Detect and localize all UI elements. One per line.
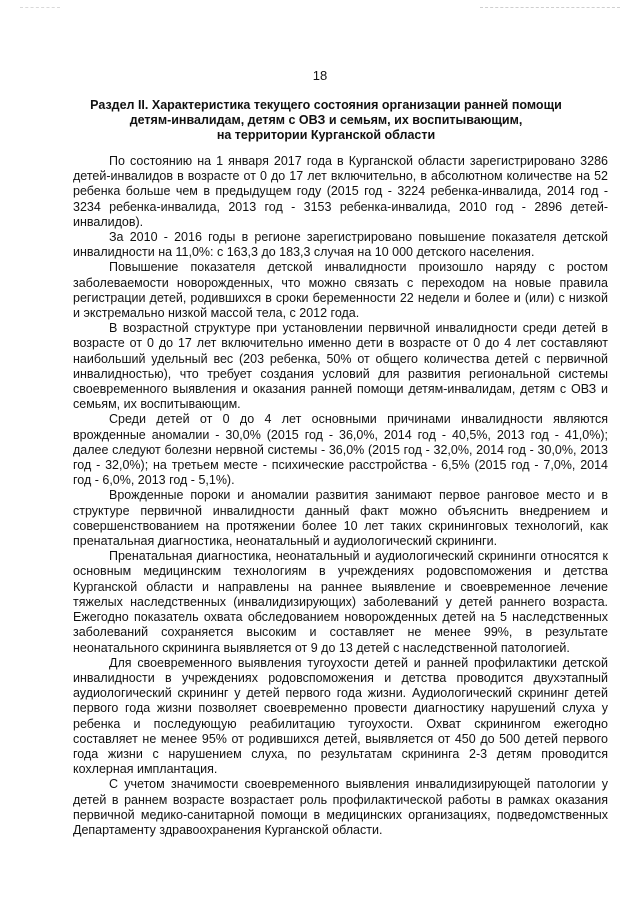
paragraph: По состоянию на 1 января 2017 года в Курганской области зарегистрировано 3286 детей-инвалидов в возрасте от 0 до 17 лет включительно, в абсолютном количестве на 52 ребенка больше чем в предыдущем году (2015 год - 3224 ребенка-инвалида, 2014 год - 3234 ребенка-инвалида, 2013 год - 3153 ребенка-инвалида, 2010 год - 2896 детей-инвалидов). xyxy=(73,154,608,229)
scan-artifact-line xyxy=(480,7,620,8)
body-text xyxy=(73,154,608,838)
paragraph: Врожденные пороки и аномалии развития занимают первое ранговое место и в структуре первичной инвалидности данный факт можно объяснить внедрением и совершенствованием на протяжении более 10 лет таких скрининговых технологий, как пренатальная диагностика, неонатальный и аудиологический скрининги. xyxy=(73,488,608,549)
page-number: 18 xyxy=(312,68,328,83)
paragraph: В возрастной структуре при установлении первичной инвалидности среди детей в возрасте от 0 до 17 лет включительно именно дети в возрасте от 0 до 4 лет составляют наибольший удельный вес (203 ребенка, 50% от общего количества детей с первичной инвалидностью), что требует создания условий для развития региональной системы своевременного выявления и оказания ранней помощи детям-инвалидам, детям с ОВЗ и семьям, их воспитывающим. xyxy=(73,321,608,412)
paragraph: За 2010 - 2016 годы в регионе зарегистрировано повышение показателя детской инвалидности на 11,0%: с 163,3 до 183,3 случая на 10 000 детского населения. xyxy=(73,230,608,260)
paragraph: С учетом значимости своевременного выявления инвалидизирующей патологии у детей в раннем возрасте возрастает роль профилактической работы в рамках оказания первичной медико-санитарной помощи в медицинских организациях, подведомственных Департаменту здравоохранения Курганской области. xyxy=(73,777,608,837)
section-heading-line: Раздел II. Характеристика текущего состояния организации ранней помощи xyxy=(90,98,562,112)
section-heading-line: детям-инвалидам, детям с ОВЗ и семьям, их воспитывающим, xyxy=(129,113,523,127)
section-heading xyxy=(76,98,576,143)
section-heading-line: на территории Курганской области xyxy=(216,128,436,142)
paragraph: Для своевременного выявления тугоухости детей и ранней профилактики детской инвалидности в учреждениях родовспоможения и детства проводится двухэтапный аудиологический скрининг у детей первого года жизни. Аудиологический скрининг детей первого года жизни позволяет своевременно провести диагностику нарушений слуха у ребенка и последующую реабилитацию тугоухости. Охват скринингом ежегодно составляет не менее 95% от родившихся детей, выявляется от 450 до 500 детей первого года жизни с нарушением слуха, по результатам скрининга 2-3 детям проводится кохлерная имплантация. xyxy=(73,655,608,777)
scan-artifact-line xyxy=(20,7,60,8)
paragraph: Пренатальная диагностика, неонатальный и аудиологический скрининги относятся к основным медицинским технологиям в учреждениях родовспоможения и детства Курганской области и направлены на раннее выявление и своевременное лечение тяжелых наследственных (инвалидизирующих) заболеваний у детей раннего возраста. Ежегодно показатель охвата обследованием новорожденных детей на 5 наследственных заболеваний сохраняется высоким и составляет не менее 99%, в результате неонатального скрининга выявляется от 9 до 13 детей с наследственной патологией. xyxy=(73,549,608,655)
paragraph: Среди детей от 0 до 4 лет основными причинами инвалидности являются врожденные аномалии - 30,0% (2015 год - 36,0%, 2014 год - 40,5%, 2013 год - 41,0%); далее следуют болезни нервной системы - 36,0% (2015 год - 32,0%, 2014 год - 30,0%, 2013 год - 32,0%); на третьем месте - психические расстройства - 6,5% (2015 год - 7,0%, 2014 год - 6,0%, 2013 год - 5,1%). xyxy=(73,412,608,488)
paragraph: Повышение показателя детской инвалидности произошло наряду с ростом заболеваемости новорожденных, что можно связать с переходом на новые правила регистрации детей, родившихся в сроки беременности 22 недели и более и (или) с низкой и экстремально низкой массой тела, с 2012 года. xyxy=(73,260,608,321)
